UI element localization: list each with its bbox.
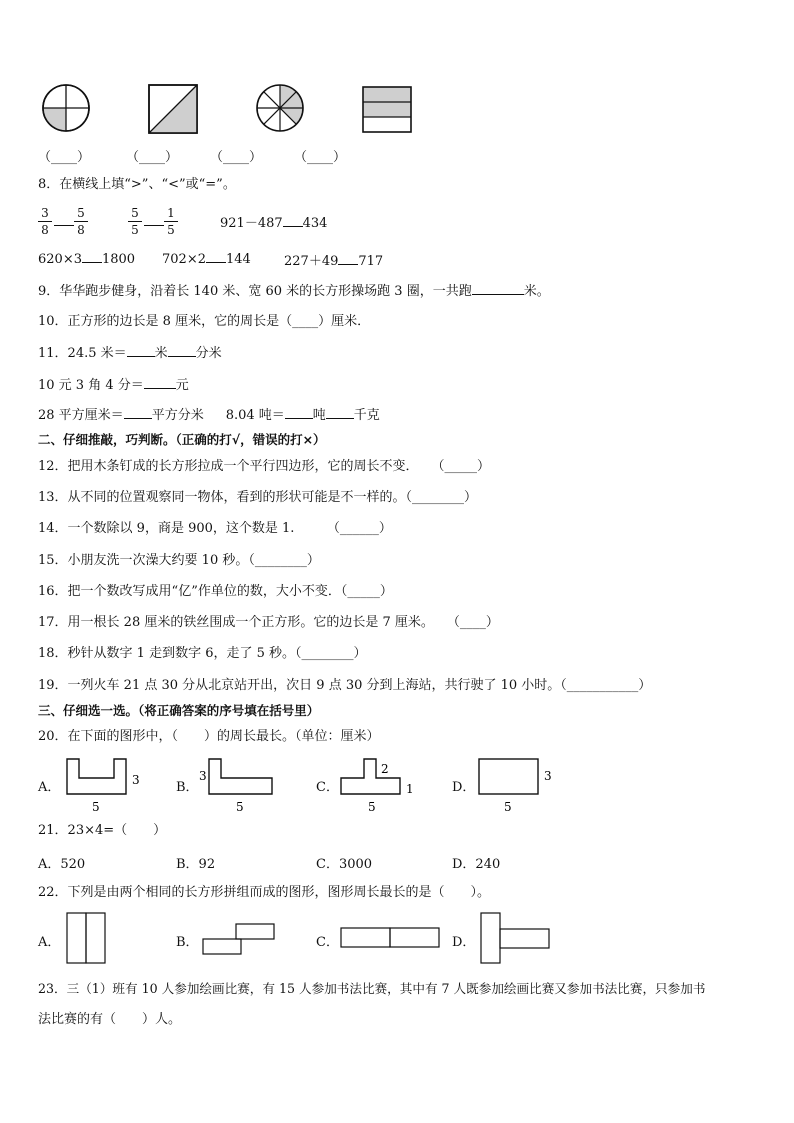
q10-question: 10．正方形的边长是 8 厘米，它的周长是（____）厘米． <box>38 314 371 329</box>
q21-option-b[interactable]: B．92 <box>176 857 216 872</box>
q20-b-width-label: 5 <box>236 800 244 814</box>
q22-shape-b <box>202 923 278 957</box>
q11-row3 <box>38 406 380 425</box>
q8-row2-expr-2 <box>162 250 251 267</box>
q13-question: 13．从不同的位置观察同一物体，看到的形状可能是不一样的。（________） <box>38 490 478 505</box>
q9-text: 9．华华跑步健身，沿着长 140 米、宽 60 米的长方形操场跑 3 圈，一共跑 <box>38 284 472 299</box>
q23-question-line-2: 法比赛的有（ ）人。 <box>38 1012 182 1027</box>
q20-d-height-label: 3 <box>544 769 552 783</box>
q8-blank-2[interactable] <box>144 213 164 226</box>
q11-blank-4[interactable] <box>124 406 152 419</box>
q21-option-a[interactable]: A．520 <box>38 857 86 872</box>
q8-blank-3[interactable] <box>283 214 303 227</box>
q21-option-d[interactable]: D．240 <box>452 857 501 872</box>
section-2-heading: 二、仔细推敲，巧判断。（正确的打√，错误的打×） <box>38 432 326 447</box>
q8-fraction-2a <box>128 206 142 237</box>
q11-a1: 11．24.5 米＝ <box>38 346 127 361</box>
q8-title: 8．在横线上填“>”、“<”或“=”。 <box>38 177 236 192</box>
q11-b2: 元 <box>175 378 189 393</box>
fraction-numerator: 5 <box>77 206 85 220</box>
circle-eighths-figure <box>254 84 308 134</box>
q22-question: 22．下列是由两个相同的长方形拼组而成的图形，图形周长最长的是（ ）。 <box>38 885 491 900</box>
q11-c3: 8.04 吨＝ <box>225 408 285 423</box>
expr-left: 921－487 <box>220 216 283 231</box>
q20-option-c-label[interactable]: C． <box>316 780 339 795</box>
q8-fraction-2b <box>164 206 178 237</box>
fraction-numerator: 5 <box>131 206 139 220</box>
q11-blank-3[interactable] <box>144 376 176 389</box>
q15-question: 15．小朋友洗一次澡大约要 10 秒。（________） <box>38 553 320 568</box>
q20-shape-b <box>198 758 278 814</box>
expr-right: 1800 <box>101 252 136 267</box>
q8-row2-expr-1 <box>38 250 135 267</box>
expr-right: 144 <box>225 252 251 267</box>
q20-shape-d <box>478 758 558 814</box>
q20-c-side-label: 1 <box>406 782 414 796</box>
expr-left: 620×3 <box>38 252 82 267</box>
q11-b1: 10 元 3 角 4 分＝ <box>38 378 144 393</box>
fig-answer-blank-3[interactable]: （____） <box>210 150 263 165</box>
fig-answer-blank-1[interactable]: （____） <box>38 150 91 165</box>
q11-row2 <box>38 376 189 395</box>
q11-c5: 千克 <box>353 408 380 423</box>
rect-thirds-figure <box>362 86 412 134</box>
fraction-denominator: 5 <box>131 223 139 237</box>
q18-question: 18．秒针从数字 1 走到数字 6，走了 5 秒。（________） <box>38 646 367 661</box>
q23-question-line-1: 23．三（1）班有 10 人参加绘画比赛，有 15 人参加书法比赛，其中有 7 人既参加绘画比赛又参加书法比赛，只参加书 <box>38 981 706 996</box>
q8-row2-expr-3 <box>284 250 383 269</box>
q9-question <box>38 282 550 301</box>
q8-blank-6[interactable] <box>338 252 358 265</box>
expr-right: 717 <box>358 254 384 269</box>
q14-question: 14．一个数除以 9，商是 900，这个数是 1. （______） <box>38 521 392 536</box>
q9-blank[interactable] <box>472 282 524 295</box>
section-3-heading: 三、仔细选一选。（将正确答案的序号填在括号里） <box>38 703 320 718</box>
q20-d-width-label: 5 <box>504 800 512 814</box>
fig-answer-blank-2[interactable]: （____） <box>126 150 179 165</box>
expr-right: 434 <box>302 216 328 231</box>
q21-question: 21．23×4=（ ） <box>38 823 167 838</box>
q8-fraction-1a <box>38 206 52 237</box>
q11-row1 <box>38 344 222 363</box>
q8-blank-1[interactable] <box>54 213 74 226</box>
q22-shape-c <box>340 927 442 951</box>
q11-blank-1[interactable] <box>127 344 155 357</box>
q20-shape-c <box>340 758 420 814</box>
q11-blank-2[interactable] <box>168 344 196 357</box>
q20-b-height-label: 3 <box>199 769 207 783</box>
expr-left: 227＋49 <box>284 254 339 269</box>
q22-shape-d <box>480 912 554 966</box>
circle-quarters-figure <box>40 84 94 134</box>
q8-expression-3 <box>220 212 327 231</box>
q11-c1: 28 平方厘米＝ <box>38 408 124 423</box>
q20-shape-a <box>66 758 140 814</box>
q22-option-a-label[interactable]: A． <box>38 935 61 950</box>
q22-option-d-label[interactable]: D． <box>452 935 476 950</box>
q11-a3: 分米 <box>195 346 222 361</box>
fraction-numerator: 3 <box>41 206 49 220</box>
q16-question: 16．把一个数改写成用“亿”作单位的数，大小不变．（_____） <box>38 584 393 599</box>
fraction-denominator: 8 <box>77 223 85 237</box>
q17-question: 17．用一根长 28 厘米的铁丝围成一个正方形。它的边长是 7 厘米。 （____） <box>38 615 499 630</box>
q11-a2: 米 <box>154 346 168 361</box>
q12-question: 12．把用木条钉成的长方形拉成一个平行四边形，它的周长不变． （_____） <box>38 459 491 474</box>
q9-tail: 米。 <box>523 284 550 299</box>
q20-question: 20．在下面的图形中，（ ）的周长最长。（单位：厘米） <box>38 729 380 744</box>
q8-blank-4[interactable] <box>82 250 102 263</box>
q20-c-width-label: 5 <box>368 800 376 814</box>
q11-blank-6[interactable] <box>326 406 354 419</box>
q20-a-width-label: 5 <box>92 800 100 814</box>
fraction-denominator: 8 <box>41 223 49 237</box>
q11-c4: 吨 <box>312 408 326 423</box>
q11-blank-5[interactable] <box>285 406 313 419</box>
q22-option-c-label[interactable]: C． <box>316 935 339 950</box>
q20-c-top-label: 2 <box>381 762 389 776</box>
q20-option-b-label[interactable]: B． <box>176 780 199 795</box>
fig-answer-blank-4[interactable]: （____） <box>294 150 347 165</box>
q8-blank-5[interactable] <box>206 250 226 263</box>
q22-shape-a <box>66 912 110 966</box>
q20-option-a-label[interactable]: A． <box>38 780 61 795</box>
q11-c2: 平方分米 <box>151 408 204 423</box>
q21-option-c[interactable]: C．3000 <box>316 857 373 872</box>
fraction-numerator: 1 <box>167 206 175 220</box>
q8-fraction-1b <box>74 206 88 237</box>
expr-left: 702×2 <box>162 252 206 267</box>
q22-option-b-label[interactable]: B． <box>176 935 199 950</box>
q20-a-height-label: 3 <box>132 773 140 787</box>
q19-question: 19．一列火车 21 点 30 分从北京站开出，次日 9 点 30 分到上海站，共行驶了 10 小时。（___________） <box>38 678 652 693</box>
q20-option-d-label[interactable]: D． <box>452 780 476 795</box>
square-diagonal-figure <box>148 84 200 134</box>
fraction-denominator: 5 <box>167 223 175 237</box>
